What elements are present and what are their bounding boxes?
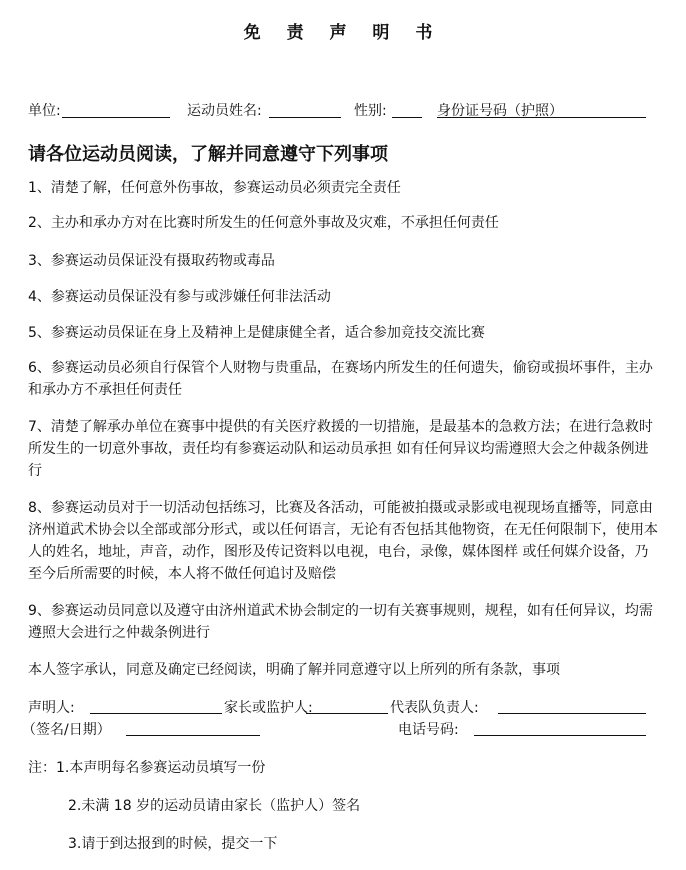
note-item: 3.请于到达报到的时候，提交一下	[68, 836, 278, 852]
acknowledgement-text: 本人签字承认，同意及确定已经阅读，明确了解并同意遵守以上所列的所有条款，事项	[28, 662, 560, 678]
signature-row-2	[22, 719, 646, 739]
gender-blank[interactable]	[392, 117, 422, 118]
phone-label: 电话号码:	[398, 722, 459, 738]
unit-label: 单位:	[28, 103, 61, 119]
gender-label: 性别:	[354, 103, 387, 119]
declarant-blank[interactable]	[90, 713, 222, 714]
note-item: 注：1.本声明每名参赛运动员填写一份	[28, 760, 266, 776]
declarant-label: 声明人:	[28, 700, 75, 716]
document-title: 免 责 声 明 书	[243, 23, 443, 43]
clause-item: 5、参赛运动员保证在身上及精神上是健康健全者，适合参加竞技交流比赛	[28, 325, 485, 341]
clause-item: 7、清楚了解承办单位在赛事中提供的有关医疗救援的一切措施，是最基本的急救方法；在进行急救时所发生的一切意外事故，责任均有参赛运动队和运动员承担 如有任何异议均需遵照大会之仲裁条例进行	[28, 419, 653, 479]
note-item: 2.未满 18 岁的运动员请由家长（监护人）签名	[68, 798, 361, 814]
signature-row-1	[28, 697, 646, 717]
sign-date-label: （签名/日期）	[22, 722, 111, 738]
clause-item: 4、参赛运动员保证没有参与或涉嫌任何非法活动	[28, 289, 331, 305]
guardian-blank[interactable]	[306, 713, 388, 714]
section-heading: 请各位运动员阅读，了解并同意遵守下列事项	[28, 144, 388, 165]
athlete-info-row	[28, 100, 646, 120]
unit-blank[interactable]	[62, 117, 170, 118]
athlete-name-label: 运动员姓名:	[187, 103, 262, 119]
team-leader-label: 代表队负责人:	[390, 700, 479, 716]
athlete-name-blank[interactable]	[269, 117, 341, 118]
id-number-label: 身份证号码（护照）	[437, 103, 563, 119]
clause-item: 1、清楚了解，任何意外伤事故，参赛运动员必须责完全责任	[28, 180, 401, 196]
clause-item: 8、参赛运动员对于一切活动包括练习，比赛及各活动，可能被拍摄或录影或电视现场直播等，同意由济州道武术协会以全部或部分形式，或以任何语言，无论有否包括其他物资，在无任何限制下，使用本人的姓名，地址，声音，动作，图形及传记资料以电视，电台，录像，媒体图样 或任何媒介设备，乃至今后所需要的时候，本人将不做任何追讨及赔偿	[28, 500, 658, 582]
clause-item: 2、主办和承办方对在比赛时所发生的任何意外事故及灾难，不承担任何责任	[28, 215, 499, 231]
sign-date-blank[interactable]	[126, 735, 260, 736]
phone-blank[interactable]	[474, 735, 646, 736]
guardian-label: 家长或监护人:	[224, 700, 313, 716]
clause-item: 6、参赛运动员必须自行保管个人财物与贵重品，在赛场内所发生的任何遗失，偷窃或损坏事件，主办和承办方不承担任何责任	[28, 360, 653, 398]
clause-item: 3、参赛运动员保证没有摄取药物或毒品	[28, 253, 275, 269]
team-leader-blank[interactable]	[498, 713, 646, 714]
id-number-blank[interactable]	[437, 117, 646, 118]
clause-item: 9、参赛运动员同意以及遵守由济州道武术协会制定的一切有关赛事规则，规程，如有任何异议，均需遵照大会进行之仲裁条例进行	[28, 603, 653, 641]
